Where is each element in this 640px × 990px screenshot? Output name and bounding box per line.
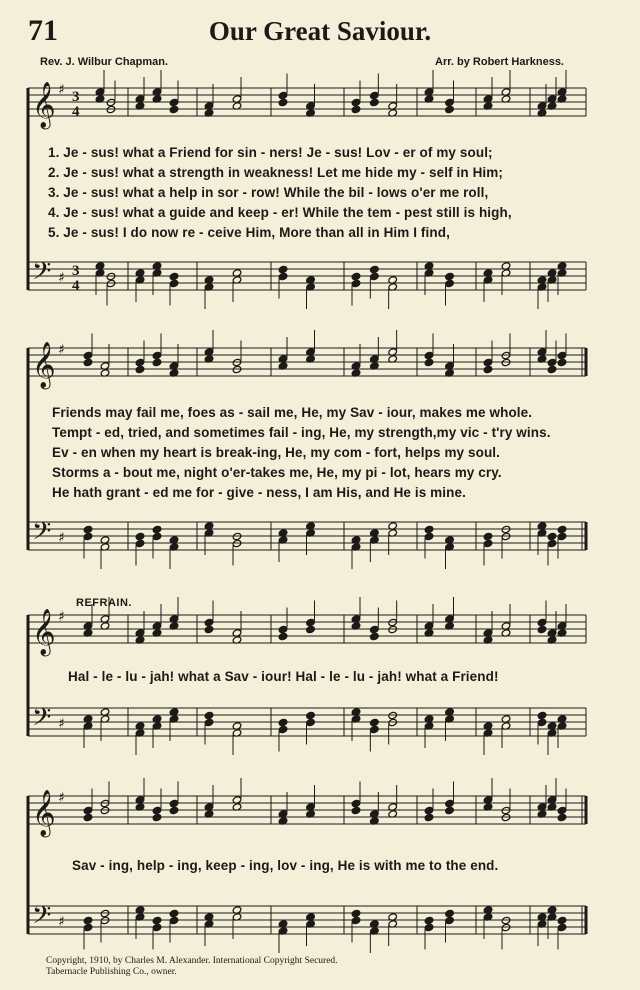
verse-1-line-1: 1. Je - sus! what a Friend for sin - ners! Je - sus! Lov - er of my soul; <box>48 145 493 160</box>
verse-2-line-1: 2. Je - sus! what a strength in weakness! Let me hide my - self in Him; <box>48 165 503 180</box>
note-head <box>424 923 434 931</box>
note-head <box>370 718 380 726</box>
note-head <box>83 358 93 366</box>
time-signature-bottom: 4 <box>72 104 80 120</box>
note-head <box>169 279 179 287</box>
treble-clef-icon: 𝄞 <box>32 609 56 655</box>
note-head <box>306 711 316 719</box>
note-head <box>83 806 93 814</box>
sharp-icon: ♯ <box>58 82 65 98</box>
note-head <box>278 632 288 640</box>
note-head <box>537 718 547 726</box>
bass-clef-icon: 𝄢 <box>32 703 52 738</box>
note-head <box>204 718 214 726</box>
bass-clef-icon: 𝄢 <box>32 901 52 936</box>
note-head <box>83 916 93 924</box>
note-head <box>278 98 288 106</box>
note-head <box>135 539 145 547</box>
treble-clef-icon: 𝄞 <box>32 342 56 388</box>
note-head <box>135 358 145 366</box>
author-credit: Rev. J. Wilbur Chapman. <box>40 56 169 68</box>
verse-5-line-1: 5. Je - sus! I do now re - ceive Him, More than all in Him I find, <box>48 225 450 240</box>
sharp-icon: ♯ <box>58 914 65 930</box>
note-head <box>445 105 455 113</box>
note-head <box>204 711 214 719</box>
note-head <box>152 525 162 533</box>
note-head <box>424 358 434 366</box>
note-head <box>557 813 567 821</box>
note-head <box>152 806 162 814</box>
treble-clef-icon: 𝄞 <box>32 790 56 836</box>
note-head <box>351 909 361 917</box>
note-head <box>306 718 316 726</box>
note-head <box>152 813 162 821</box>
verse-4-line-1: 4. Je - sus! what a guide and keep - er! While the tem - pest still is high, <box>48 205 512 220</box>
note-head <box>424 813 434 821</box>
verse-1-line-2: Friends may fail me, foes as - sail me, He, my Sav - iour, makes me whole. <box>52 405 533 420</box>
note-head <box>547 532 557 540</box>
sharp-icon: ♯ <box>58 342 65 358</box>
note-head <box>370 725 380 733</box>
note-head <box>370 272 380 280</box>
note-head <box>83 813 93 821</box>
refrain-line-1: Hal - le - lu - jah! what a Sav - iour! Hal - le - lu - jah! what a Friend! <box>68 669 499 684</box>
note-head <box>204 618 214 626</box>
note-head <box>135 365 145 373</box>
verse-3-line-1: 3. Je - sus! what a help in sor - row! While the bil - lows o'er me roll, <box>48 185 489 200</box>
note-head <box>445 909 455 917</box>
note-head <box>351 279 361 287</box>
note-head <box>445 98 455 106</box>
note-head <box>445 799 455 807</box>
note-head <box>424 351 434 359</box>
note-head <box>351 799 361 807</box>
note-head <box>483 539 493 547</box>
note-head <box>445 279 455 287</box>
note-head <box>351 916 361 924</box>
note-head <box>278 725 288 733</box>
note-head <box>483 532 493 540</box>
note-head <box>83 351 93 359</box>
note-head <box>557 806 567 814</box>
refrain-line-2: Sav - ing, help - ing, keep - ing, lov - ing, He is with me to the end. <box>72 858 499 873</box>
note-head <box>370 91 380 99</box>
note-head <box>169 272 179 280</box>
note-head <box>424 532 434 540</box>
time-signature-bottom: 4 <box>72 278 80 294</box>
refrain-label: REFRAIN. <box>76 597 132 609</box>
note-head <box>370 625 380 633</box>
note-head <box>152 351 162 359</box>
note-head <box>445 916 455 924</box>
note-head <box>278 272 288 280</box>
note-head <box>278 91 288 99</box>
note-head <box>547 539 557 547</box>
note-head <box>152 923 162 931</box>
note-head <box>370 98 380 106</box>
sharp-icon: ♯ <box>58 530 65 546</box>
verse-4-line-2: Storms a - bout me, night o'er-takes me, He, my pi - lot, hears my cry. <box>52 465 502 480</box>
note-head <box>557 532 567 540</box>
note-head <box>424 806 434 814</box>
note-head <box>351 272 361 280</box>
note-head <box>152 358 162 366</box>
note-head <box>351 98 361 106</box>
note-head <box>204 625 214 633</box>
copyright-line-2: Tabernacle Publishing Co., owner. <box>46 967 177 977</box>
note-head <box>306 625 316 633</box>
note-head <box>152 532 162 540</box>
note-head <box>152 916 162 924</box>
note-head <box>557 916 567 924</box>
note-head <box>351 806 361 814</box>
note-head <box>424 525 434 533</box>
bass-clef-icon: 𝄢 <box>32 517 52 552</box>
note-head <box>169 105 179 113</box>
note-head <box>306 618 316 626</box>
note-head <box>135 532 145 540</box>
note-head <box>169 806 179 814</box>
hymn-title: Our Great Saviour. <box>208 16 432 46</box>
note-head <box>83 532 93 540</box>
note-head <box>537 618 547 626</box>
sharp-icon: ♯ <box>58 716 65 732</box>
verse-2-line-2: Tempt - ed, tried, and sometimes fail - ing, He, my strength,my vic - t'ry wins. <box>52 425 551 440</box>
note-head <box>557 351 567 359</box>
note-head <box>169 799 179 807</box>
note-head <box>169 909 179 917</box>
note-head <box>169 98 179 106</box>
note-head <box>537 625 547 633</box>
note-head <box>445 806 455 814</box>
note-head <box>557 923 567 931</box>
note-head <box>547 365 557 373</box>
note-head <box>169 916 179 924</box>
time-signature-top: 3 <box>72 89 80 105</box>
note-head <box>483 358 493 366</box>
verse-5-line-2: He hath grant - ed me for - give - ness, I am His, and He is mine. <box>52 485 466 500</box>
note-head <box>278 718 288 726</box>
note-head <box>278 265 288 273</box>
note-head <box>483 365 493 373</box>
note-head <box>370 265 380 273</box>
copyright-line-1: Copyright, 1910, by Charles M. Alexander. International Copyright Secured. <box>46 956 338 966</box>
note-head <box>278 625 288 633</box>
note-head <box>424 916 434 924</box>
bass-clef-icon: 𝄢 <box>32 257 52 292</box>
note-head <box>370 632 380 640</box>
note-head <box>537 711 547 719</box>
treble-clef-icon: 𝄞 <box>32 82 56 128</box>
sharp-icon: ♯ <box>58 609 65 625</box>
note-head <box>351 105 361 113</box>
note-head <box>83 923 93 931</box>
verse-3-line-2: Ev - en when my heart is break-ing, He, my com - fort, helps my soul. <box>52 445 501 460</box>
note-head <box>445 272 455 280</box>
time-signature-top: 3 <box>72 263 80 279</box>
note-head <box>557 525 567 533</box>
note-head <box>83 525 93 533</box>
sharp-icon: ♯ <box>58 790 65 806</box>
arranger-credit: Arr. by Robert Harkness. <box>435 56 564 68</box>
note-head <box>547 358 557 366</box>
hymn-number: 71 <box>28 14 58 47</box>
note-head <box>557 358 567 366</box>
sharp-icon: ♯ <box>58 270 65 286</box>
